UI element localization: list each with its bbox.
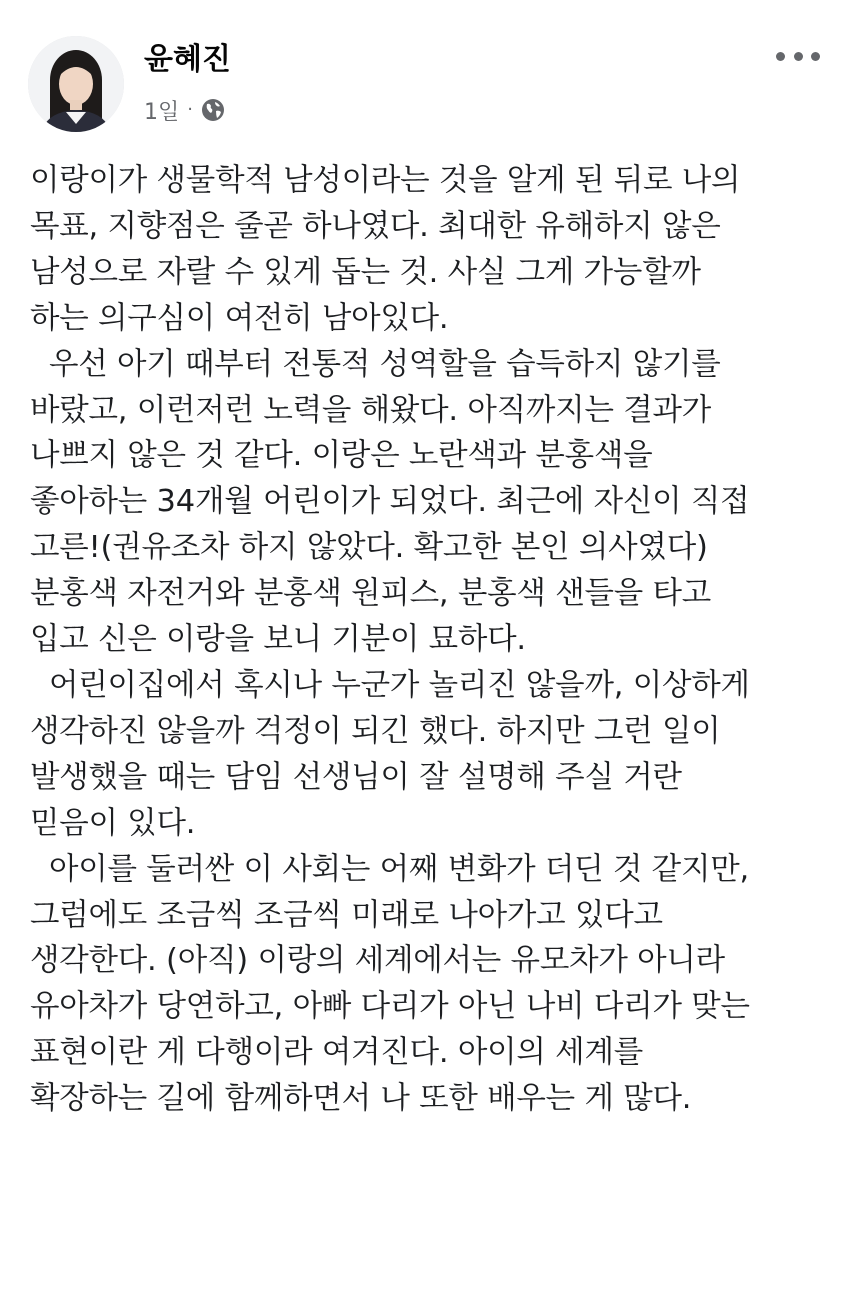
- post-text-line: 입고 신은 이랑을 보니 기분이 묘하다.: [30, 622, 526, 658]
- post-text-line: 목표, 지향점은 줄곧 하나였다. 최대한 유해하지 않은: [30, 208, 721, 244]
- globe-icon[interactable]: [201, 98, 225, 122]
- author-name[interactable]: 윤혜진: [144, 42, 231, 77]
- more-dot: [794, 52, 803, 61]
- post-text-line: 발생했을 때는 담임 선생님이 잘 설명해 주실 거란: [30, 759, 682, 795]
- post-body: [30, 158, 830, 1122]
- post-text-line: 하는 의구심이 여전히 남아있다.: [30, 300, 449, 336]
- post-text-line: 유아차가 당연하고, 아빠 다리가 아닌 나비 다리가 맞는: [30, 989, 750, 1025]
- post-text-line: 아이를 둘러싼 이 사회는 어째 변화가 더딘 것 같지만,: [30, 851, 749, 887]
- post-text-line: 바랐고, 이런저런 노력을 해왔다. 아직까지는 결과가: [30, 392, 711, 428]
- post-text-line: 생각하진 않을까 걱정이 되긴 했다. 하지만 그런 일이: [30, 713, 721, 749]
- post-text-line: 우선 아기 때부터 전통적 성역할을 습득하지 않기를: [30, 346, 721, 382]
- more-dot: [776, 52, 785, 61]
- post-text-line: 표현이란 게 다행이라 여겨진다. 아이의 세계를: [30, 1035, 643, 1071]
- post-text-line: 분홍색 자전거와 분홍색 원피스, 분홍색 샌들을 타고: [30, 576, 711, 612]
- avatar[interactable]: [28, 36, 124, 132]
- post-text-line: 나쁘지 않은 것 같다. 이랑은 노란색과 분홍색을: [30, 438, 653, 474]
- post-header: [28, 36, 828, 136]
- post-time[interactable]: 1일: [144, 99, 180, 125]
- post-meta: [144, 94, 225, 126]
- more-options-button[interactable]: [776, 46, 820, 66]
- post-text-line: 믿음이 있다.: [30, 805, 196, 841]
- post-text-line: 생각한다. (아직) 이랑의 세계에서는 유모차가 아니라: [30, 943, 725, 979]
- post-text-line: 그럼에도 조금씩 조금씩 미래로 나아가고 있다고: [30, 897, 663, 933]
- post-text-line: 남성으로 자랄 수 있게 돕는 것. 사실 그게 가능할까: [30, 254, 701, 290]
- post-text-line: 좋아하는 34개월 어린이가 되었다. 최근에 자신이 직접: [30, 484, 750, 520]
- post-text-line: 확장하는 길에 함께하면서 나 또한 배우는 게 많다.: [30, 1081, 692, 1117]
- avatar-portrait: [28, 36, 124, 132]
- post-text-line: 이랑이가 생물학적 남성이라는 것을 알게 된 뒤로 나의: [30, 163, 741, 198]
- post-text-line: 어린이집에서 혹시나 누군가 놀리진 않을까, 이상하게: [30, 667, 750, 703]
- meta-separator: ·: [187, 99, 193, 120]
- more-dot: [811, 52, 820, 61]
- post-text-line: 고른!(권유조차 하지 않았다. 확고한 본인 의사였다): [30, 530, 708, 566]
